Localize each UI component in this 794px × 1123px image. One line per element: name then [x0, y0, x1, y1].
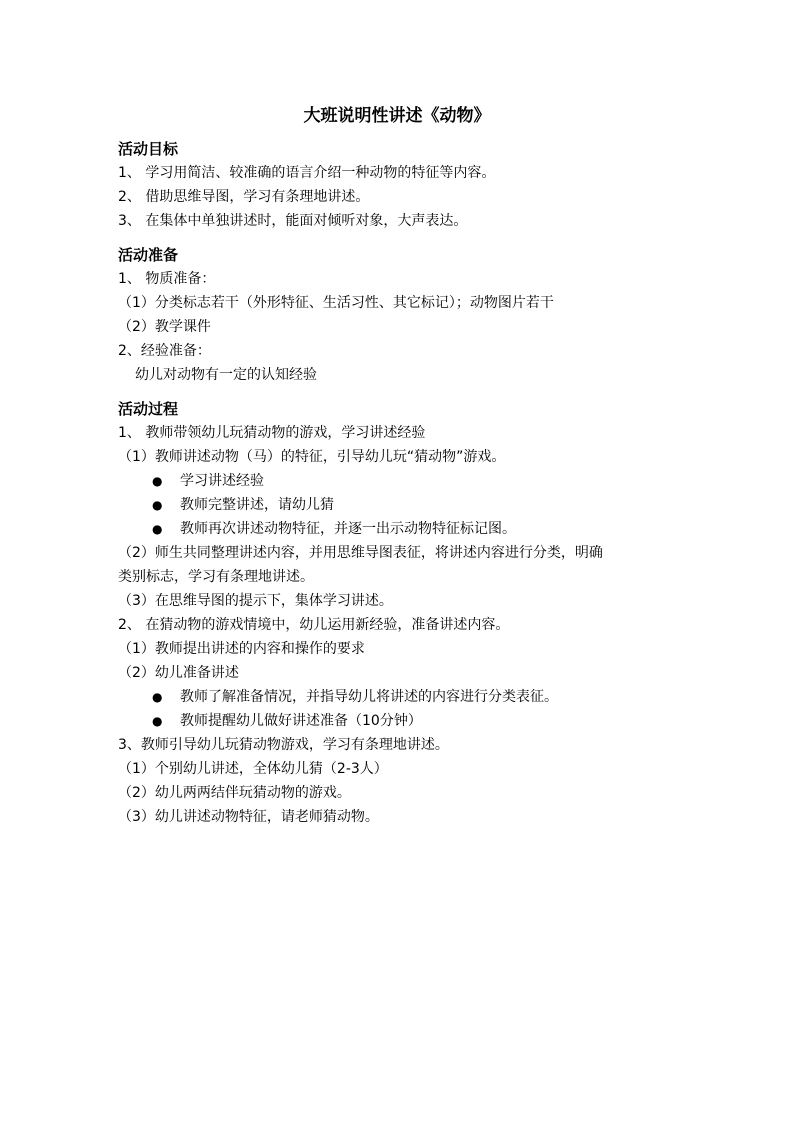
process-step: 2、 在猜动物的游戏情境中，幼儿运用新经验，准备讲述内容。 [118, 617, 510, 633]
bullet-icon: ● [152, 714, 163, 728]
page-title: 大班说明性讲述《动物》 [303, 106, 491, 126]
list-item: 学习讲述经验 [180, 473, 264, 489]
bullet-icon: ● [152, 498, 163, 512]
process-substep: （1）教师讲述动物（马）的特征，引导幼儿玩“猜动物”游戏。 [118, 449, 506, 465]
prep-line: 幼儿对动物有一定的认知经验 [135, 367, 317, 383]
process-substep: （2）师生共同整理讲述内容，并用思维导图表征，将讲述内容进行分类，明确 [118, 545, 603, 561]
list-item: 教师再次讲述动物特征，并逐一出示动物特征标记图。 [180, 521, 516, 537]
prep-line: 2、经验准备： [118, 343, 211, 359]
prep-line: 1、 物质准备： [118, 271, 216, 287]
process-substep-cont: 类别标志，学习有条理地讲述。 [118, 569, 314, 585]
goal-item: 2、 借助思维导图，学习有条理地讲述。 [118, 189, 370, 205]
list-item: 教师提醒幼儿做好讲述准备（10分钟） [180, 713, 422, 729]
section-heading-prep: 活动准备 [118, 246, 179, 264]
process-substep: （1）个别幼儿讲述，全体幼儿猜（2-3人） [118, 761, 388, 777]
bullet-icon: ● [152, 522, 163, 536]
process-substep: （2）幼儿准备讲述 [118, 665, 239, 681]
goal-item: 1、 学习用简洁、较准确的语言介绍一种动物的特征等内容。 [118, 165, 496, 181]
process-substep: （3）在思维导图的提示下，集体学习讲述。 [118, 593, 393, 609]
prep-line: （2）教学课件 [118, 319, 211, 335]
prep-line: （1）分类标志若干（外形特征、生活习性、其它标记）；动物图片若干 [118, 295, 554, 311]
list-item: 教师了解准备情况，并指导幼儿将讲述的内容进行分类表征。 [180, 689, 558, 705]
list-item: 教师完整讲述，请幼儿猜 [180, 497, 334, 513]
process-substep: （3）幼儿讲述动物特征，请老师猜动物。 [118, 809, 379, 825]
process-step: 1、 教师带领幼儿玩猜动物的游戏，学习讲述经验 [118, 425, 426, 441]
section-heading-goals: 活动目标 [118, 140, 179, 158]
bullet-icon: ● [152, 690, 163, 704]
process-substep: （2）幼儿两两结伴玩猜动物的游戏。 [118, 785, 351, 801]
goal-item: 3、 在集体中单独讲述时，能面对倾听对象，大声表达。 [118, 213, 468, 229]
process-step: 3、教师引导幼儿玩猜动物游戏，学习有条理地讲述。 [118, 737, 449, 753]
bullet-icon: ● [152, 474, 163, 488]
process-substep: （1）教师提出讲述的内容和操作的要求 [118, 641, 365, 657]
section-heading-process: 活动过程 [118, 400, 179, 418]
